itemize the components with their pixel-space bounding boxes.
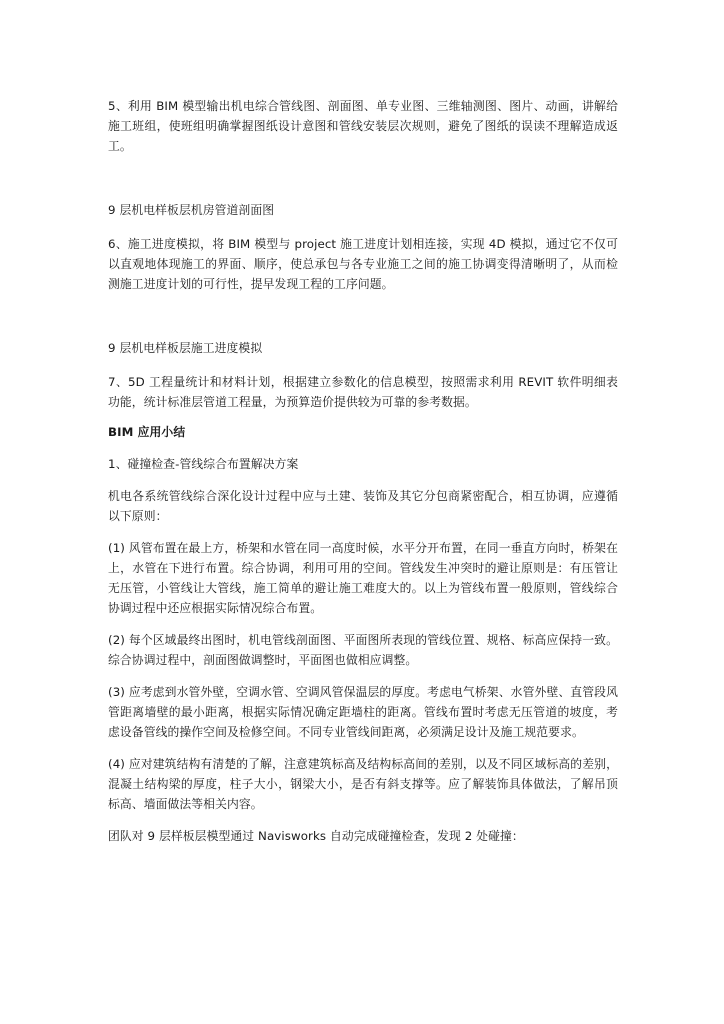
rule-2-paragraph: (2) 每个区域最终出图时，机电管线剖面图、平面图所表现的管线位置、规格、标高应保持一致。综合协调过程中，剖面图做调整时，平面图也做相应调整。 [108, 633, 618, 667]
rule-3-paragraph: (3) 应考虑到水管外壁，空调水管、空调风管保温层的厚度。考虑电气桥架、水管外壁、直管段风管距离墙壁的最小距离，根据实际情况确定距墙柱的距离。管线布置时考虑无压管道的坡度，考虑设备管线的操作空间及检修空间。不同专业管线间距离，必须满足设计及施工规范要求。 [108, 685, 618, 739]
item-6-paragraph: 6、施工进度模拟，将 BIM 模型与 project 施工进度计划相连接，实现 4D 模拟，通过它不仅可以直观地体现施工的界面、顺序，使总承包与各专业施工之间的施工协调变得清晰明了，从而检测施工进度计划的可行性，提早发现工程的工序问题。 [108, 237, 618, 291]
intro-paragraph: 机电各系统管线综合深化设计过程中应与土建、装饰及其它分包商紧密配合，相互协调，应遵循以下原则： [108, 489, 618, 523]
rule-4-paragraph: (4) 应对建筑结构有清楚的了解，注意建筑标高及结构标高间的差别，以及不同区域标高的差别，混凝土结构梁的厚度，柱子大小，钢梁大小，是否有斜支撑等。应了解装饰具体做法，了解吊顶标高、墙面做法等相关内容。 [108, 757, 618, 811]
figure-caption-schedule-simulation: 9 层机电样板层施工进度模拟 [108, 341, 263, 355]
subsection-title: 1、碰撞检查-管线综合布置解决方案 [108, 457, 299, 471]
rule-1-paragraph: (1) 风管布置在最上方，桥架和水管在同一高度时候，水平分开布置，在同一垂直方向时，桥架在上，水管在下进行布置。综合协调，利用可用的空间。管线发生冲突时的避让原则是：有压管让无压管，小管线让大管线，施工简单的避让施工难度大的。以上为管线布置一般原则，管线综合协调过程中还应根据实际情况综合布置。 [108, 541, 618, 615]
item-5-paragraph: 5、利用 BIM 模型输出机电综合管线图、剖面图、单专业图、三维轴测图、图片、动画，讲解给施工班组，使班组明确掌握图纸设计意图和管线安装层次规则，避免了图纸的误读不理解造成返工。 [108, 99, 618, 153]
closing-paragraph: 团队对 9 层样板层模型通过 Navisworks 自动完成碰撞检查，发现 2 处碰撞： [108, 829, 524, 843]
summary-heading: BIM 应用小结 [108, 425, 186, 439]
document-page [108, 96, 618, 846]
figure-caption-pipe-section: 9 层机电样板层机房管道剖面图 [108, 203, 275, 217]
item-7-paragraph: 7、5D 工程量统计和材料计划，根据建立参数化的信息模型，按照需求利用 REVIT 软件明细表功能，统计标准层管道工程量，为预算造价提供较为可靠的参考数据。 [108, 375, 618, 409]
